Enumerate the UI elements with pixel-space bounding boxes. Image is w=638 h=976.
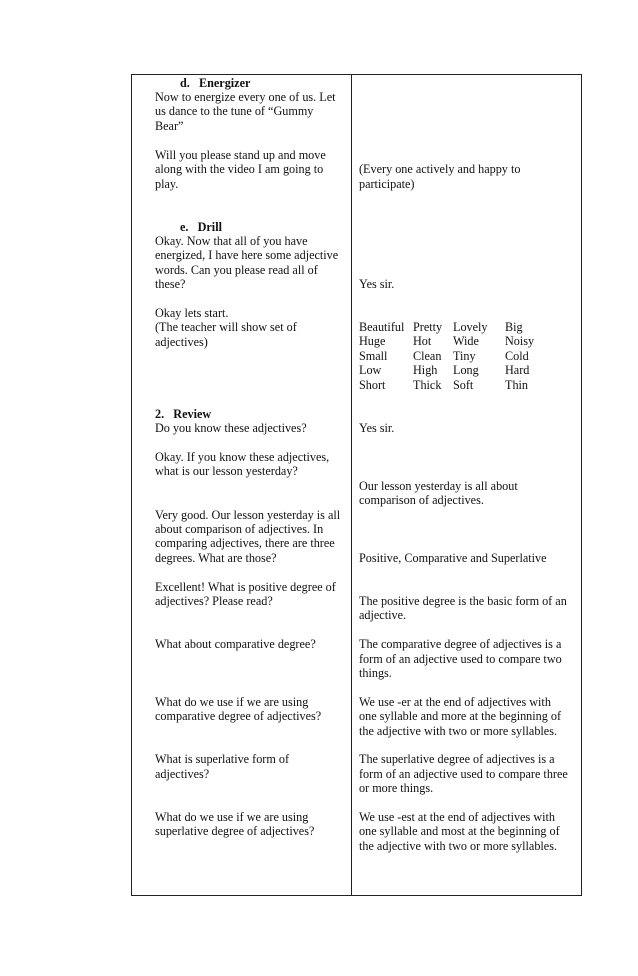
energizer-response-1: (Every one actively and happy to <box>359 162 521 176</box>
review-answer-4-line-2: adjective. <box>359 608 407 622</box>
adjective-word: Thin <box>505 377 529 392</box>
review-question-3-line-1: Very good. Our lesson yesterday is all <box>155 508 341 522</box>
review-answer-3: Positive, Comparative and Superlative <box>359 551 547 565</box>
adjective-word: Low <box>359 363 382 378</box>
adjective-word: Big <box>505 320 523 334</box>
review-question-8-line-1: What do we use if we are using <box>155 810 309 824</box>
adjective-word: Beautiful <box>359 320 405 334</box>
adjective-word: Hot <box>413 334 432 349</box>
adjective-row <box>359 378 545 392</box>
review-question-5: What about comparative degree? <box>155 637 316 651</box>
drill-start-3: adjectives) <box>155 335 208 349</box>
adjective-word-grid <box>359 320 545 392</box>
review-answer-5-line-2: form of an adjective used to compare two <box>359 652 562 666</box>
adjective-word: Soft <box>453 377 474 392</box>
adjective-word: Long <box>453 363 479 378</box>
review-answer-2-line-2: comparison of adjectives. <box>359 493 484 507</box>
drill-intro-2: energized, I have here some adjective <box>155 248 339 262</box>
adjective-word: Clean <box>413 348 442 363</box>
energizer-intro-1: Now to energize every one of us. Let <box>155 90 336 104</box>
adjective-row <box>359 363 545 377</box>
review-question-7-line-1: What is superlative form of <box>155 752 290 766</box>
adjective-row <box>359 320 545 334</box>
adjective-row <box>359 349 545 363</box>
review-question-2-line-1: Okay. If you know these adjectives, <box>155 450 330 464</box>
review-answer-6-line-2: one syllable and more at the beginning of <box>359 709 562 723</box>
drill-intro-4: these? <box>155 277 186 291</box>
adjective-word: Wide <box>453 334 479 349</box>
review-question-4-line-2: adjectives? Please read? <box>155 594 273 608</box>
energizer-response-2: participate) <box>359 177 415 191</box>
review-question-3-line-2: about comparison of adjectives. In <box>155 522 324 536</box>
column-divider <box>351 74 352 896</box>
energizer-instruction-1: Will you please stand up and move <box>155 148 326 162</box>
review-question-3-line-3: comparing adjectives, there are three <box>155 536 335 550</box>
adjective-row <box>359 334 545 348</box>
review-answer-1: Yes sir. <box>359 421 395 435</box>
review-question-4-line-1: Excellent! What is positive degree of <box>155 580 336 594</box>
energizer-instruction-2: along with the video I am going to <box>155 162 324 176</box>
review-answer-8-line-3: the adjective with two or more syllables. <box>359 839 557 853</box>
review-answer-4-line-1: The positive degree is the basic form of an <box>359 594 567 608</box>
energizer-instruction-3: play. <box>155 177 179 191</box>
review-answer-6-line-1: We use -er at the end of adjectives with <box>359 695 551 709</box>
review-question-1: Do you know these adjectives? <box>155 421 307 435</box>
drill-start-1: Okay lets start. <box>155 306 229 320</box>
adjective-word: Small <box>359 348 388 363</box>
adjective-word: Lovely <box>453 320 488 334</box>
review-answer-8-line-1: We use -est at the end of adjectives with <box>359 810 555 824</box>
review-answer-5-line-3: things. <box>359 666 392 680</box>
review-question-6-line-1: What do we use if we are using <box>155 695 309 709</box>
adjective-word: Cold <box>505 348 529 363</box>
review-question-7-line-2: adjectives? <box>155 767 210 781</box>
adjective-word: Huge <box>359 334 386 349</box>
review-question-3-line-4: degrees. What are those? <box>155 551 277 565</box>
review-question-8-line-2: superlative degree of adjectives? <box>155 824 315 838</box>
review-answer-8-line-2: one syllable and most at the beginning of <box>359 824 560 838</box>
review-answer-2-line-1: Our lesson yesterday is all about <box>359 479 518 493</box>
drill-start-2: (The teacher will show set of <box>155 320 297 334</box>
adjective-word: High <box>413 363 438 378</box>
adjective-word: Hard <box>505 363 530 378</box>
review-heading: 2. Review <box>155 407 212 421</box>
review-question-2-line-2: what is our lesson yesterday? <box>155 464 298 478</box>
adjective-word: Pretty <box>413 320 443 334</box>
review-answer-7-line-3: or more things. <box>359 781 434 795</box>
drill-heading: e. Drill <box>180 220 222 234</box>
energizer-intro-2: us dance to the tune of “Gummy <box>155 104 314 118</box>
adjective-word: Short <box>359 377 386 392</box>
review-answer-7-line-1: The superlative degree of adjectives is a <box>359 752 555 766</box>
adjective-word: Thick <box>413 377 442 392</box>
review-answer-5-line-1: The comparative degree of adjectives is a <box>359 637 562 651</box>
review-answer-6-line-3: the adjective with two or more syllables. <box>359 724 557 738</box>
adjective-word: Noisy <box>505 334 535 349</box>
drill-intro-1: Okay. Now that all of you have <box>155 234 308 248</box>
energizer-intro-3: Bear” <box>155 119 184 133</box>
energizer-heading: d. Energizer <box>180 76 251 90</box>
review-question-6-line-2: comparative degree of adjectives? <box>155 709 322 723</box>
drill-intro-3: words. Can you please read all of <box>155 263 318 277</box>
adjective-word: Tiny <box>453 348 476 363</box>
drill-response: Yes sir. <box>359 277 395 291</box>
review-answer-7-line-2: form of an adjective used to compare three <box>359 767 568 781</box>
